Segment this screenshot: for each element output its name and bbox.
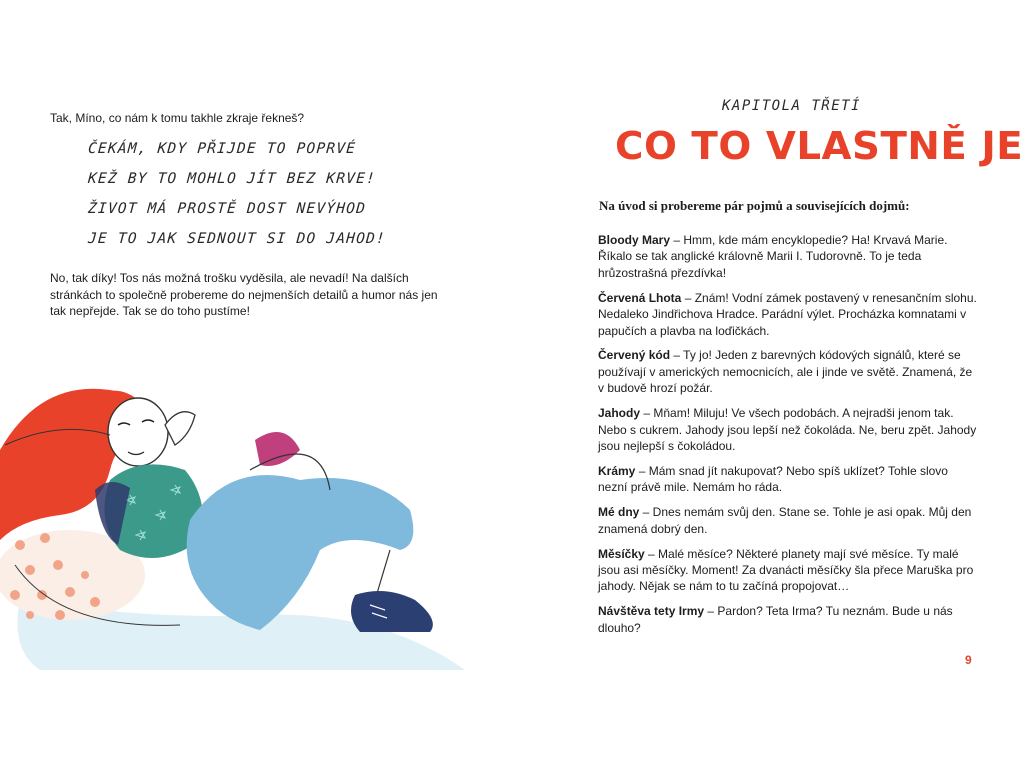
glossary-entry — [598, 504, 978, 537]
entry-term: Krámy — [598, 463, 636, 478]
glossary-entry — [598, 463, 978, 496]
glossary-entry — [598, 603, 978, 636]
entry-term: Červená Lhota — [598, 290, 682, 305]
glossary-entry — [598, 347, 978, 396]
intro-question: Tak, Míno, co nám k tomu takhle zkraje řekneš? — [50, 111, 305, 125]
poem-line: ŽIVOT MÁ PROSTĚ DOST NEVÝHOD — [87, 201, 367, 217]
entry-text: – Ty jo! Jeden z barevných kódových signálů, které se používají v amerických nemocnicích, ale i jinde ve světě. Znamená, že v budově hrozí požár. — [598, 348, 973, 396]
girl-illustration — [0, 370, 470, 690]
page-number: 9 — [965, 653, 972, 667]
glossary-entry — [598, 290, 978, 339]
chapter-title: CO TO VLASTNĚ JE — [615, 124, 1024, 168]
entry-text: – Pardon? Teta Irma? Tu neznám. Bude u nás dlouho? — [598, 604, 953, 635]
entry-text: – Mám snad jít nakupovat? Nebo spíš uklízet? Tohle slovo nezní právě mile. Nemám ho ráda. — [598, 463, 948, 495]
entry-term: Červený kód — [598, 348, 671, 363]
entry-text: – Dnes nemám svůj den. Stane se. Tohle je asi opak. Můj den znamená dobrý den. — [598, 505, 972, 536]
entry-text: – Malé měsíce? Některé planety mají své měsíce. Ty malé jsou asi měsíčky. Moment! Za dvanácti měsíčky šla přece Maruška pro jahody. Nějak se nám to tu začíná propojovat… — [598, 546, 974, 594]
glossary-entry — [598, 546, 978, 595]
glossary-list — [598, 232, 978, 645]
entry-text: – Hmm, kde mám encyklopedie? Ha! Krvavá Marie. Říkalo se tak anglické královně Marii I. Tudorovně. To je teda hrůzostrašná přezdívka! — [598, 233, 948, 280]
chapter-label: KAPITOLA TŘETÍ — [722, 98, 862, 114]
handwritten-poem — [88, 134, 386, 254]
glossary-entry — [598, 405, 978, 454]
entry-term: Návštěva tety Irmy — [598, 604, 705, 619]
entry-term: Měsíčky — [598, 546, 645, 561]
hand — [165, 412, 195, 445]
entry-term: Jahody — [598, 406, 641, 421]
face — [108, 398, 168, 466]
entry-term: Bloody Mary — [598, 233, 671, 247]
lead-paragraph: Na úvod si probereme pár pojmů a souvisejících dojmů: — [599, 198, 910, 213]
boot — [351, 591, 433, 632]
pink-pillow — [255, 432, 300, 466]
entry-text: – Mňam! Miluju! Ve všech podobách. A nejradši jenom tak. Nebo s cukrem. Jahody jsou lepší než čokoláda. Ne, beru zpět. Jahody jsou nejlepší s čokoládou. — [598, 406, 977, 453]
poem-line: JE TO JAK SEDNOUT SI DO JAHOD! — [87, 231, 387, 247]
closing-paragraph: No, tak díky! Tos nás možná trošku vyděsila, ale nevadí! Na dalších stránkách to společně probereme do nejmenších detailů a humor nás jen tak nepřejde. Tak se do toho pustíme! — [50, 271, 438, 318]
entry-text: – Znám! Vodní zámek postavený v renesančním slohu. Nedaleko Jindřichova Hradce. Parádní výlet. Procházka komnatami v papučích a plavba na loďičkách. — [598, 290, 977, 338]
entry-term: Mé dny — [598, 505, 640, 520]
poem-line: ČEKÁM, KDY PŘIJDE TO POPRVÉ — [87, 141, 357, 157]
right-page — [512, 0, 1024, 768]
poem-line: KEŽ BY TO MOHLO JÍT BEZ KRVE! — [87, 171, 377, 187]
glossary-entry — [598, 232, 978, 281]
